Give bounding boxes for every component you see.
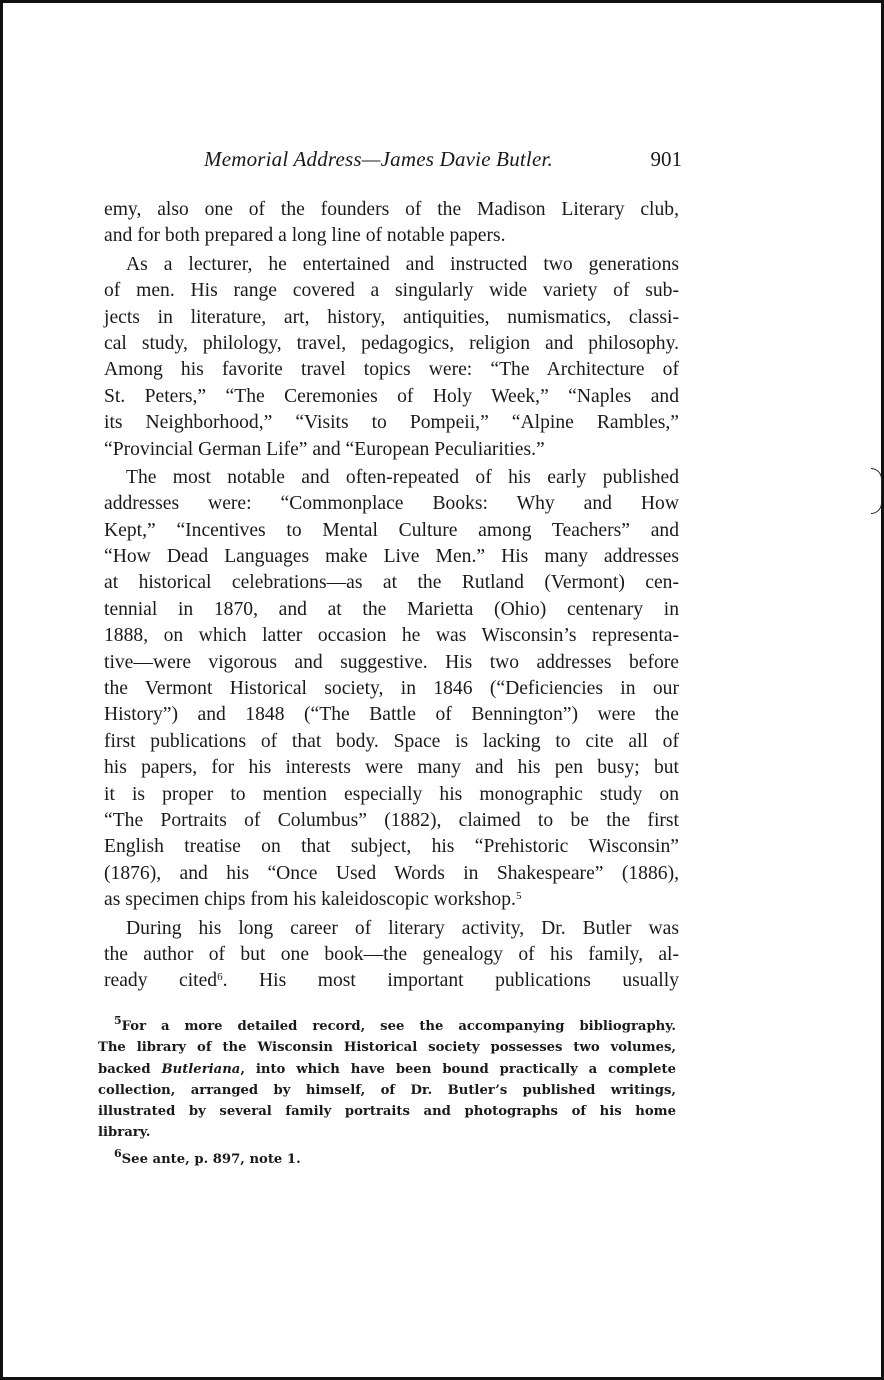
text-line: it is proper to mention especially his monographic study on [104,783,679,805]
text-line: As a lecturer, he entertained and instructed two generations [126,253,679,275]
footnote-line: library. [98,1125,151,1141]
text-line: first publications of that body. Space is lacking to cite all of [104,730,679,752]
text-line: and for both prepared a long line of notable papers. [104,225,506,247]
footnote-line [98,1146,676,1170]
footnote-line [98,1059,676,1080]
paragraph [104,465,679,914]
italic-title: Butleriana [161,1061,241,1077]
paragraph [104,197,679,250]
footnote-text: , into which have been bound practically a complete [240,1061,677,1077]
footnote-line [98,1016,676,1037]
text-line [104,968,679,994]
footnote [98,1146,676,1170]
text-line: Kept,” “Incentives to Mental Culture among Teachers” and [104,519,679,541]
text-line: 1888, on which latter occasion he was Wisconsin’s representa- [104,625,679,647]
footnote-text: backed [98,1061,162,1077]
footnote-marker: 5 [114,1014,122,1027]
page-number: 901 [650,147,682,171]
text-line: tennial in 1870, and at the Marietta (Ohio) centenary in [104,598,679,620]
text-line: addresses were: “Commonplace Books: Why and How [104,493,679,515]
footnote-marker: 6 [114,1146,122,1160]
text-line: tive—were vigorous and suggestive. His two addresses before [104,651,679,673]
text-line: jects in literature, art, history, antiquities, numismatics, classi- [104,306,679,328]
footnote-reference[interactable]: 5 [515,890,522,903]
footnotes [98,1016,676,1170]
footnote [98,1016,676,1144]
running-title: Memorial Address—James Davie Butler. [204,147,553,171]
text-line: his papers, for his interests were many and his pen busy; but [104,757,679,779]
text-line: the author of but one book—the genealogy of his family, al- [104,943,679,965]
text-line: The most notable and often-repeated of his early published [126,466,679,488]
text-line: “Provincial German Life” and “European Peculiarities.” [104,438,545,460]
text-line [104,887,679,913]
page-edge-mark [871,468,882,514]
scan-border-left [0,0,3,1380]
footnote-line: The library of the Wisconsin Historical society possesses two volumes, [98,1040,676,1056]
footnote-line: illustrated by several family portraits and photographs of his home [98,1104,676,1120]
body-text [104,197,679,995]
text-line-content: . His most important publications usually [222,970,679,992]
text-line: History”) and 1848 (“The Battle of Bennington”) were the [104,704,679,726]
text-line: St. Peters,” “The Ceremonies of Holy Week,” “Naples and [104,385,679,407]
text-line-content: as specimen chips from his kaleidoscopic workshop. [104,889,516,911]
text-line: English treatise on that subject, his “Prehistoric Wisconsin” [104,836,679,858]
text-line: (1876), and his “Once Used Words in Shakespeare” (1886), [104,862,679,884]
footnote-text: For a more detailed record, see the accompanying bibliography. [121,1019,676,1034]
text-line: of men. His range covered a singularly wide variety of sub- [104,280,679,302]
text-line: “The Portraits of Columbus” (1882), claimed to be the first [104,809,679,831]
page-header [104,143,682,179]
text-line-content: ready cited [104,970,218,992]
footnote-line: collection, arranged by himself, of Dr. Butler’s published writings, [98,1082,676,1098]
text-line: emy, also one of the founders of the Madison Literary club, [104,199,679,220]
footnote-reference[interactable]: 6 [217,971,223,984]
paragraph [104,916,679,995]
text-line: During his long career of literary activity, Dr. Butler was [126,917,679,939]
text-line: Among his favorite travel topics were: “The Architecture of [104,359,679,381]
footnote-text: See ante, p. 897, note 1. [121,1151,301,1167]
text-line: at historical celebrations—as at the Rutland (Vermont) cen- [104,572,679,594]
text-line: the Vermont Historical society, in 1846 (“Deficiencies in our [104,678,679,700]
text-line: “How Dead Languages make Live Men.” His many addresses [104,546,679,568]
text-line: its Neighborhood,” “Visits to Pompeii,” “Alpine Rambles,” [104,412,679,434]
paragraph [104,252,679,463]
text-line: cal study, philology, travel, pedagogics, religion and philosophy. [104,332,679,354]
scan-border-top [0,0,884,3]
